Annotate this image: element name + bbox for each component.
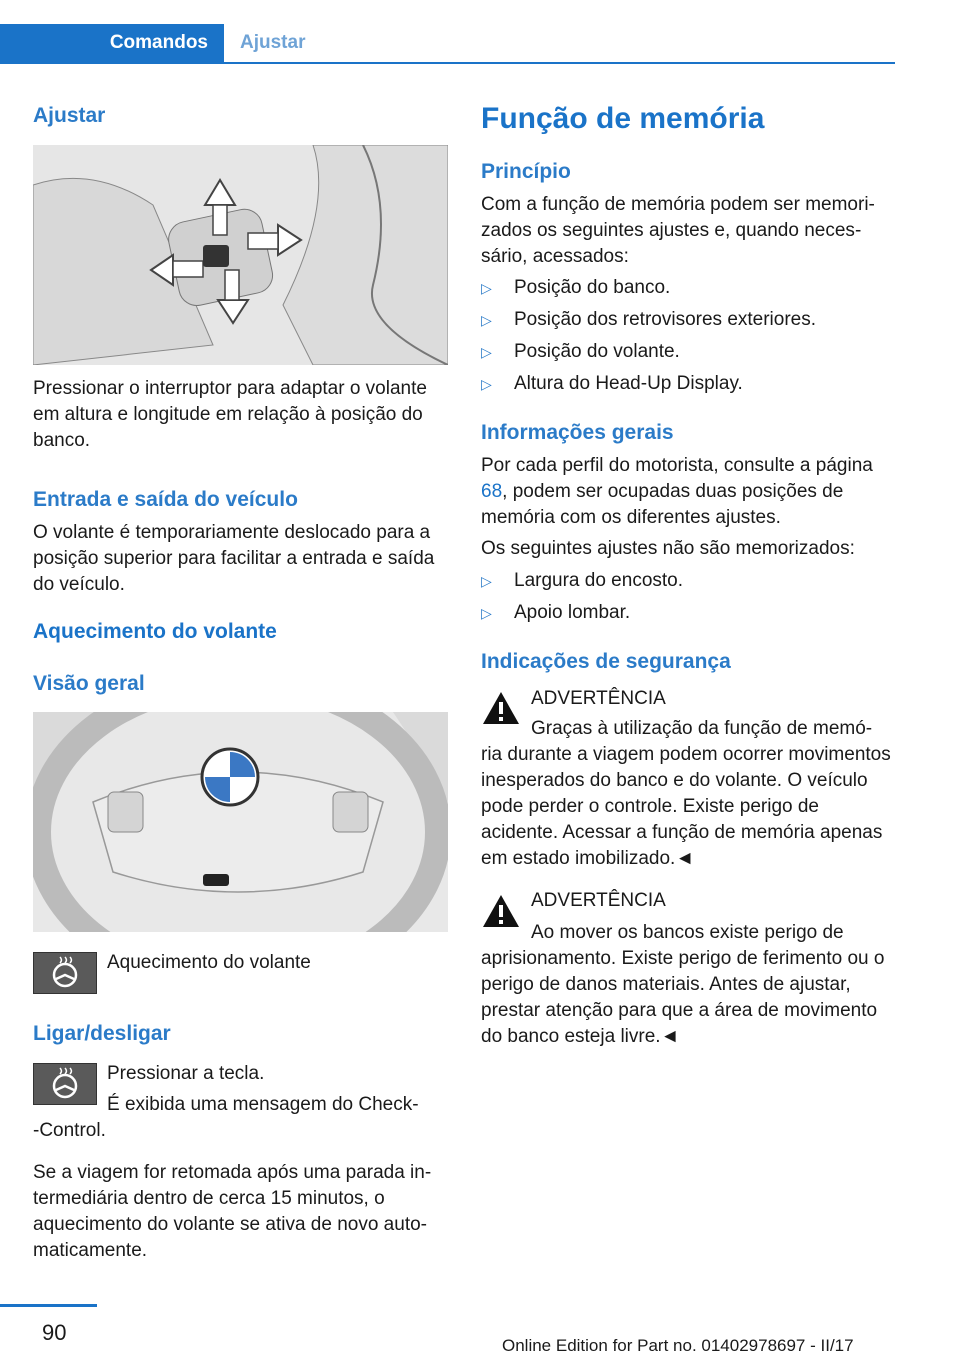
warning-1-first-line: Graças à utilização da função de memó-	[531, 718, 873, 739]
bullet-triangle-icon: ▷	[481, 573, 492, 589]
heading-indicacoes-seguranca: Indicações de segurança	[481, 650, 731, 673]
warning-2-title: ADVERTÊNCIA	[531, 890, 666, 911]
list-item: ▷ Posição do banco.	[481, 275, 895, 307]
steering-heating-button-icon	[33, 1063, 97, 1105]
principio-paragraph: Com a função de memória podem ser memorizados os seguintes ajustes e, quando necessário, acessados:	[481, 194, 875, 267]
page-link-68[interactable]: 68	[481, 481, 503, 502]
list-item: ▷ Posição dos retrovisores exteriores.	[481, 307, 895, 339]
warning-icon	[481, 690, 521, 726]
ligar-line-3: -Control.	[33, 1120, 106, 1141]
list-item: ▷ Apoio lombar.	[481, 600, 895, 632]
tab-comandos[interactable]: Comandos	[0, 24, 224, 62]
ligar-line-1: Pressionar a tecla.	[107, 1063, 265, 1084]
bullet-triangle-icon: ▷	[481, 344, 492, 360]
heading-informacoes-gerais: Informações gerais	[481, 421, 674, 444]
nao-memorizados-list	[481, 568, 895, 632]
warning-1-title: ADVERTÊNCIA	[531, 688, 666, 709]
page-number: 90	[42, 1320, 67, 1345]
list-item: ▷ Altura do Head-Up Display.	[481, 371, 895, 403]
entrada-paragraph: O volante é temporariamente deslocado para a posição superior para facilitar a entrada e saída do veículo.	[33, 522, 435, 595]
principio-list	[481, 275, 895, 403]
heading-funcao-memoria: Função de memória	[481, 102, 765, 135]
steering-heating-icon	[33, 952, 97, 994]
heading-ligar-desligar: Ligar/desligar	[33, 1022, 171, 1045]
heading-aquecimento: Aquecimento do volante	[33, 620, 277, 643]
footer-rule	[0, 1304, 97, 1307]
header-tabbar	[0, 24, 895, 64]
nao-memorizados-paragraph: Os seguintes ajustes não são memorizados:	[481, 538, 855, 559]
heading-entrada-saida: Entrada e saída do veículo	[33, 488, 298, 511]
bullet-triangle-icon: ▷	[481, 605, 492, 621]
warning-1-text: ria durante a viagem podem ocorrer movimentos inesperados do banco e do volante. O veículo pode perder o controle. Existe perigo de acidente. Acessar a função de memória apenas em estado imobilizado.◄	[481, 744, 891, 869]
heading-ajustar: Ajustar	[33, 104, 106, 127]
warning-2-text: aprisionamento. Existe perigo de ferimento ou o perigo de danos materiais. Antes de ajustar, prestar atenção para que a área de movimento do banco esteja livre.◄	[481, 948, 885, 1047]
heading-visao-geral: Visão geral	[33, 672, 145, 695]
steering-adjust-switch-image	[33, 145, 448, 365]
warning-2-first-line: Ao mover os bancos existe perigo de	[531, 922, 844, 943]
warning-icon	[481, 893, 521, 929]
icon-caption: Aquecimento do volante	[107, 952, 311, 973]
heading-principio: Princípio	[481, 160, 571, 183]
retomada-paragraph: Se a viagem for retomada após uma parada intermediária dentro de cerca 15 minutos, o aquecimento do volante se ativa de novo automaticamente.	[33, 1162, 432, 1261]
list-item: ▷ Posição do volante.	[481, 339, 895, 371]
steering-wheel-image	[33, 712, 448, 932]
info-paragraph: Por cada perfil do motorista, consulte a página 68, podem ser ocupadas duas posições de memória com os diferentes ajustes.	[481, 455, 873, 528]
list-item: ▷ Largura do encosto.	[481, 568, 895, 600]
bullet-triangle-icon: ▷	[481, 280, 492, 296]
ajustar-paragraph: Pressionar o interruptor para adaptar o volante em altura e longitude em relação à posição do banco.	[33, 378, 427, 451]
bullet-triangle-icon: ▷	[481, 376, 492, 392]
bullet-triangle-icon: ▷	[481, 312, 492, 328]
edition-text: Online Edition for Part no. 01402978697 - II/17	[502, 1336, 854, 1355]
ligar-line-2: É exibida uma mensagem do Check-	[107, 1094, 419, 1115]
tab-ajustar[interactable]: Ajustar	[240, 32, 306, 53]
